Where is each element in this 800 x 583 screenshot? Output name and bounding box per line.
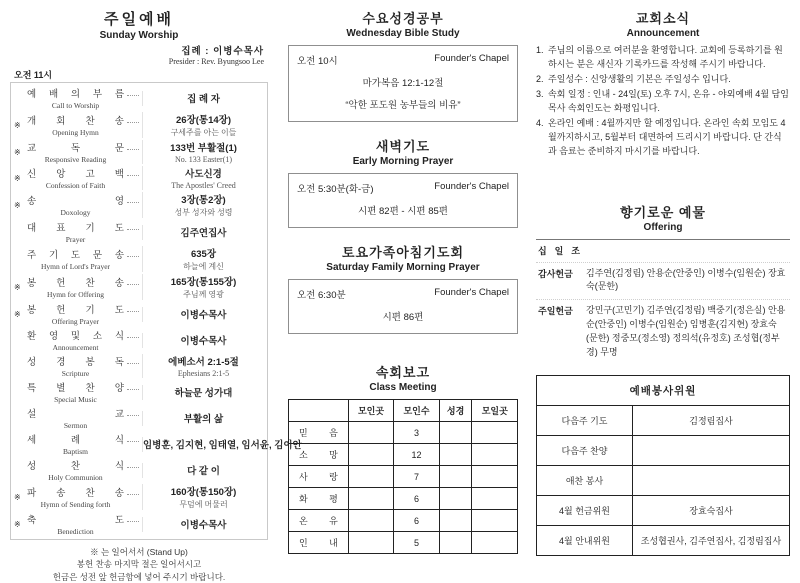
order-item-korean: 대 표 기 도 xyxy=(27,223,124,234)
order-item-value-main: 160장(통150장) xyxy=(170,487,237,498)
class-nextplace-cell xyxy=(472,444,518,466)
announcement-subtitle: Announcement xyxy=(626,28,700,39)
order-item-label xyxy=(27,193,124,217)
dotted-leader xyxy=(127,415,139,416)
presider-block xyxy=(10,43,268,66)
order-item-value xyxy=(142,411,264,426)
class-meeting-header-cell xyxy=(289,400,349,422)
offering-row xyxy=(536,300,790,365)
stand-up-mark: ※ xyxy=(14,120,21,130)
order-item-english: Baptism xyxy=(62,447,88,456)
offering-names: 강민구(고민기) 김주연(김정림) 백중기(정은실) 안용순(안중인) 이병수(임원순) 임병훈(김지현) 장효숙(문한) 정중모(정소영) 정의석(유정호) 조성협(정부경) 무명 xyxy=(586,305,786,358)
announcement-item xyxy=(536,73,790,87)
class-meeting-row xyxy=(289,488,518,510)
class-meeting-header-cell: 성경 xyxy=(439,400,472,422)
order-item-value-sub: 성부 성자와 성령 xyxy=(174,208,233,217)
class-nextplace-cell xyxy=(472,532,518,554)
order-item-korean: 주 기 도 문 송 xyxy=(27,250,124,261)
order-item-english: Hymn of Lord's Prayer xyxy=(40,262,111,271)
announcement-item-text: 온라인 예배 : 4월까지만 할 예정입니다. 온라인 속회 모임도 4월까지하시고, 5월부터 대면하여 드리시기 바랍니다. 단 간식과 음료는 준비하지 마시기를 바랍니다. xyxy=(548,117,786,156)
order-item-value-main: 165장(통155장) xyxy=(170,277,237,288)
order-item-korean: 봉 헌 기 도 xyxy=(27,305,124,316)
worship-subtitle: Sunday Worship xyxy=(99,30,179,41)
class-count-cell: 5 xyxy=(394,532,439,554)
early-prayer-passage: 시편 82편 - 시편 85편 xyxy=(358,206,448,217)
stand-up-mark: ※ xyxy=(14,519,21,529)
worship-order-row xyxy=(14,219,264,245)
order-item-value-main: 26장(통14장) xyxy=(176,115,231,126)
sunday-worship-section xyxy=(10,8,302,582)
order-item-value-main: 3장(통2장) xyxy=(181,195,226,206)
dotted-leader xyxy=(127,363,139,364)
order-item-value xyxy=(142,333,264,348)
order-item-label xyxy=(27,380,124,404)
class-meeting-row xyxy=(289,466,518,488)
order-item-english: Opening Hymn xyxy=(52,128,99,137)
order-item-english: Prayer xyxy=(65,235,86,244)
class-place-cell xyxy=(348,510,393,532)
offering-section xyxy=(536,202,790,366)
worship-order-row xyxy=(14,191,264,219)
announcement-item-text: 속회 일정 : 인내 - 24일(토) 오후 7시, 온유 - 야외예배 4월 담임목사 속회인도는 화평입니다. xyxy=(548,88,789,113)
class-name-cell: 온 유 xyxy=(289,510,349,532)
saturday-prayer-title: 토요가족아침기도회 xyxy=(341,245,465,260)
order-item-label xyxy=(27,113,124,137)
committee-row xyxy=(537,496,790,526)
dotted-leader xyxy=(127,467,139,468)
order-item-korean: 송 영 xyxy=(27,196,124,207)
class-name-cell: 소 망 xyxy=(289,444,349,466)
order-item-english: Doxology xyxy=(60,208,91,217)
order-item-english: Responsive Reading xyxy=(44,155,107,164)
dotted-leader xyxy=(127,337,139,338)
dotted-leader xyxy=(127,311,139,312)
order-item-label xyxy=(27,458,124,482)
order-item-english: Confession of Faith xyxy=(45,181,106,190)
saturday-prayer-box xyxy=(288,279,518,334)
worship-order-row xyxy=(14,327,264,353)
dotted-leader xyxy=(127,441,139,442)
early-prayer-time: 오전 5:30분(화-금) xyxy=(297,184,374,195)
worship-order-row xyxy=(14,245,264,273)
order-item-value-main: 하늘문 성가대 xyxy=(174,387,233,399)
dotted-leader xyxy=(127,175,139,176)
early-prayer-box xyxy=(288,173,518,228)
class-meeting-row xyxy=(289,510,518,532)
order-item-label xyxy=(27,247,124,271)
stand-up-mark: ※ xyxy=(14,282,21,292)
footnote-standup: ※ 는 일어서서 (Stand Up) xyxy=(90,547,188,557)
saturday-prayer-place: Founder's Chapel xyxy=(434,287,509,298)
class-name-cell: 믿 음 xyxy=(289,422,349,444)
class-nextplace-cell xyxy=(472,510,518,532)
order-item-value-main: 133번 부활절(1) xyxy=(170,143,237,154)
order-item-value-sub: 주님께 영광 xyxy=(183,290,224,299)
early-prayer-place: Founder's Chapel xyxy=(434,181,509,192)
order-item-english: Holy Communion xyxy=(48,473,103,482)
worship-title: 주일예배 xyxy=(104,11,174,28)
bible-study-time: 오전 10시 xyxy=(297,56,338,67)
class-meeting-header-cell: 모인곳 xyxy=(348,400,393,422)
announcement-item-number: 3. xyxy=(536,88,544,99)
worship-order-row xyxy=(14,85,264,111)
offering-list xyxy=(536,239,790,366)
offering-row xyxy=(536,263,790,301)
dotted-leader xyxy=(127,149,139,150)
order-item-label xyxy=(27,354,124,378)
stand-up-mark: ※ xyxy=(14,309,21,319)
class-meeting-table xyxy=(288,399,518,554)
order-item-english: Call to Worship xyxy=(51,101,100,110)
committee-person-cell: 조성협권사, 김주연집사, 김정림집사 xyxy=(633,526,790,556)
saturday-prayer-head xyxy=(297,287,509,301)
order-item-value-sub: 하늘에 계신 xyxy=(183,262,224,271)
bible-study-box xyxy=(288,45,518,122)
announcement-item-text: 주님의 이름으로 여러분을 환영합니다. 교회에 등록하기를 원하시는 분은 새신자 기록카드를 작성해 주시기 바랍니다. xyxy=(548,45,783,69)
early-prayer-title: 새벽기도 xyxy=(375,139,431,154)
class-scripture-cell xyxy=(439,510,472,532)
stand-up-mark: ※ xyxy=(14,173,21,183)
announcement-item-number: 4. xyxy=(536,117,544,128)
order-item-korean: 성 찬 식 xyxy=(27,461,124,472)
class-scripture-cell xyxy=(439,444,472,466)
announcement-title: 교회소식 xyxy=(635,11,691,26)
order-item-english: Offering Prayer xyxy=(51,317,100,326)
order-item-korean: 개 회 찬 송 xyxy=(27,116,124,127)
class-meeting-row xyxy=(289,444,518,466)
class-nextplace-cell xyxy=(472,466,518,488)
order-item-value xyxy=(142,112,264,138)
order-item-korean: 특 별 찬 양 xyxy=(27,383,124,394)
midweek-section xyxy=(274,8,524,548)
offering-row xyxy=(536,240,790,263)
class-meeting-row xyxy=(289,532,518,554)
committee-table xyxy=(536,375,790,556)
worship-order-row xyxy=(14,457,264,483)
order-item-korean: 성 경 봉 독 xyxy=(27,357,124,368)
order-item-value xyxy=(142,192,264,218)
order-item-value xyxy=(142,517,264,532)
announcement-item-number: 1. xyxy=(536,45,544,55)
offering-type-label: 주일헌금 xyxy=(538,306,573,317)
class-place-cell xyxy=(348,422,393,444)
class-place-cell xyxy=(348,532,393,554)
order-item-value xyxy=(142,91,264,106)
class-count-cell: 3 xyxy=(394,422,439,444)
worship-order-row xyxy=(14,483,264,511)
announcement-list xyxy=(536,44,790,159)
order-item-label xyxy=(27,140,124,164)
committee-row xyxy=(537,466,790,496)
order-item-value-main: 부활의 삶 xyxy=(183,413,224,425)
committee-person-cell: 김정림집사 xyxy=(633,406,790,436)
dotted-leader xyxy=(127,202,139,203)
committee-person-cell xyxy=(633,466,790,496)
bible-study-title: 수요성경공부 xyxy=(362,11,444,26)
bible-study-theme: “악한 포도원 농부들의 비유” xyxy=(345,100,461,111)
order-item-label xyxy=(27,512,124,536)
committee-row xyxy=(537,436,790,466)
presider-english: Presider : Rev. Byungsoo Lee xyxy=(168,57,264,66)
class-place-cell xyxy=(348,444,393,466)
wednesday-bible-study xyxy=(288,8,518,122)
order-item-label xyxy=(27,485,124,509)
order-item-label xyxy=(27,406,124,430)
early-prayer-head xyxy=(297,181,509,195)
saturday-family-prayer xyxy=(288,242,518,334)
order-item-korean: 신 앙 고 백 xyxy=(27,169,124,180)
announcement-item xyxy=(536,117,790,159)
stand-up-mark: ※ xyxy=(14,492,21,502)
early-prayer-subtitle: Early Morning Prayer xyxy=(352,156,454,167)
class-meeting-title: 속회보고 xyxy=(375,365,431,380)
bible-study-place: Founder's Chapel xyxy=(434,53,509,64)
order-item-korean: 예 배 의 부 름 xyxy=(27,89,124,100)
announcement-item-text: 주일성수 : 신앙생활의 기본은 주일성수 입니다. xyxy=(548,73,731,84)
worship-footnote xyxy=(10,546,268,583)
order-item-value xyxy=(142,246,264,272)
order-item-korean: 봉 헌 찬 송 xyxy=(27,278,124,289)
order-item-value xyxy=(142,484,264,510)
dotted-leader xyxy=(127,494,139,495)
worship-order-row xyxy=(14,511,264,537)
order-item-value-main: 집 례 자 xyxy=(187,93,220,105)
order-item-value-main: 이병수목사 xyxy=(180,519,227,531)
order-item-english: Sermon xyxy=(63,421,88,430)
worship-order-row xyxy=(14,405,264,431)
order-item-value-sub: 구세주를 아는 이들 xyxy=(170,128,237,137)
committee-person-cell: 장효숙집사 xyxy=(633,496,790,526)
committee-role-cell: 다음주 기도 xyxy=(537,406,633,436)
order-item-value xyxy=(142,274,264,300)
order-item-value-main: 에베소서 2:1-5절 xyxy=(168,357,239,368)
worship-order-row xyxy=(14,379,264,405)
class-count-cell: 6 xyxy=(394,510,439,532)
class-meeting-header-cell: 모일곳 xyxy=(472,400,518,422)
order-item-value-main: 임병훈, 김지현, 임태열, 임서윤, 김이안 xyxy=(143,439,302,451)
committee-role-cell: 4월 안내위원 xyxy=(537,526,633,556)
order-item-value-main: 김주연집사 xyxy=(180,227,227,239)
committee-header-row xyxy=(537,376,790,406)
bible-study-passage: 마가복음 12:1-12절 xyxy=(362,78,444,89)
early-morning-prayer xyxy=(288,136,518,228)
order-item-value xyxy=(142,354,264,378)
order-item-value-main: 635장 xyxy=(190,249,217,260)
order-item-value-sub: 무덤에 머물러 xyxy=(179,500,228,509)
worship-order-table xyxy=(10,82,302,540)
service-committee xyxy=(536,375,790,556)
class-count-cell: 6 xyxy=(394,488,439,510)
order-item-label xyxy=(27,302,124,326)
saturday-prayer-time: 오전 6:30분 xyxy=(297,290,346,301)
order-item-korean: 환 영 및 소 식 xyxy=(27,331,124,342)
committee-person-cell xyxy=(633,436,790,466)
dotted-leader xyxy=(127,122,139,123)
order-item-korean: 축 도 xyxy=(27,515,124,526)
order-item-korean: 세 례 식 xyxy=(27,435,124,446)
announcement-item xyxy=(536,88,790,116)
order-item-value xyxy=(142,385,264,400)
class-scripture-cell xyxy=(439,488,472,510)
dotted-leader xyxy=(127,95,139,96)
class-name-cell: 인 내 xyxy=(289,532,349,554)
order-item-english: Hymn for Offering xyxy=(47,290,104,299)
news-section xyxy=(524,8,794,547)
announcement-item-number: 2. xyxy=(536,73,544,84)
order-item-value-main: 이병수목사 xyxy=(180,335,227,347)
committee-title: 예배봉사위원 xyxy=(537,376,790,406)
class-name-cell: 사 랑 xyxy=(289,466,349,488)
offering-type-label: 감사헌금 xyxy=(538,268,573,279)
order-item-label xyxy=(27,86,124,110)
class-meeting-row xyxy=(289,422,518,444)
offering-type-label: 십 일 조 xyxy=(538,245,580,256)
offering-names xyxy=(586,244,788,257)
order-item-value xyxy=(142,463,264,478)
class-count-cell: 12 xyxy=(394,444,439,466)
worship-order-row xyxy=(14,165,264,191)
church-news xyxy=(536,8,790,159)
order-item-korean: 설 교 xyxy=(27,409,124,420)
bible-study-head xyxy=(297,53,509,67)
worship-order-row xyxy=(14,431,302,457)
order-item-label xyxy=(27,166,124,190)
order-item-label xyxy=(27,328,124,352)
class-nextplace-cell xyxy=(472,422,518,444)
class-meeting-header-cell: 모인수 xyxy=(394,400,439,422)
class-place-cell xyxy=(348,488,393,510)
order-item-value-sub: The Apostles' Creed xyxy=(171,181,236,190)
presider-korean: 집례 : 이병수목사 xyxy=(181,46,264,57)
bible-study-subtitle: Wednesday Bible Study xyxy=(346,28,460,39)
committee-role-cell: 4월 헌금위원 xyxy=(537,496,633,526)
saturday-prayer-passage: 시편 86편 xyxy=(382,312,424,323)
order-item-label xyxy=(27,432,124,456)
order-item-korean: 파 송 찬 송 xyxy=(27,488,124,499)
class-scripture-cell xyxy=(439,466,472,488)
stand-up-mark: ※ xyxy=(14,147,21,157)
class-nextplace-cell xyxy=(472,488,518,510)
order-item-value xyxy=(142,140,264,164)
worship-time: 오전 11시 xyxy=(14,70,53,80)
order-item-label xyxy=(27,220,124,244)
order-item-value xyxy=(142,225,264,240)
order-item-english: Benediction xyxy=(57,527,94,536)
order-item-value xyxy=(142,307,264,322)
offering-subtitle: Offering xyxy=(643,221,683,233)
dotted-leader xyxy=(127,284,139,285)
committee-row xyxy=(537,406,790,436)
order-item-english: Special Music xyxy=(54,395,97,404)
dotted-leader xyxy=(127,229,139,230)
class-scripture-cell xyxy=(439,532,472,554)
order-item-label xyxy=(27,275,124,299)
order-item-korean: 교 독 문 xyxy=(27,143,124,154)
order-item-value-sub: Ephesians 2:1-5 xyxy=(177,369,230,378)
order-item-english: Scripture xyxy=(61,369,90,378)
committee-role-cell: 다음주 찬양 xyxy=(537,436,633,466)
dotted-leader xyxy=(127,256,139,257)
order-item-english: Announcement xyxy=(52,343,99,352)
order-item-value xyxy=(142,437,302,452)
worship-order-row xyxy=(14,273,264,301)
offering-title: 향기로운 예물 xyxy=(620,204,706,220)
order-item-value-main: 이병수목사 xyxy=(180,309,227,321)
saturday-prayer-subtitle: Saturday Family Morning Prayer xyxy=(326,262,480,273)
worship-order-row xyxy=(14,301,264,327)
committee-row xyxy=(537,526,790,556)
worship-order-row xyxy=(14,111,264,139)
order-item-value xyxy=(142,166,264,190)
class-meeting-subtitle: Class Meeting xyxy=(369,382,437,393)
order-item-value-main: 사도신경 xyxy=(185,169,222,180)
class-count-cell: 7 xyxy=(394,466,439,488)
footnote-line2: 봉헌 찬송 마지막 절은 일어서시고 xyxy=(76,559,202,570)
worship-order-row xyxy=(14,353,264,379)
dotted-leader xyxy=(127,521,139,522)
offering-names: 김주연(김정림) 안용순(안중인) 이병수(임원순) 장효숙(문한) xyxy=(586,267,786,292)
class-meeting-header-row xyxy=(289,400,518,422)
footnote-line3: 헌금은 성전 앞 헌금함에 넣어 주시기 바랍니다. xyxy=(52,571,226,582)
class-meeting-report xyxy=(288,362,518,554)
class-name-cell: 화 평 xyxy=(289,488,349,510)
class-scripture-cell xyxy=(439,422,472,444)
worship-order-row xyxy=(14,139,264,165)
dotted-leader xyxy=(127,389,139,390)
order-item-value-sub: No. 133 Easter(1) xyxy=(174,155,233,164)
committee-role-cell: 애찬 봉사 xyxy=(537,466,633,496)
class-place-cell xyxy=(348,466,393,488)
announcement-item xyxy=(536,44,790,72)
order-item-english: Hymn of Sending forth xyxy=(40,500,111,509)
order-item-value-main: 다 같 이 xyxy=(187,465,220,477)
stand-up-mark: ※ xyxy=(14,200,21,210)
